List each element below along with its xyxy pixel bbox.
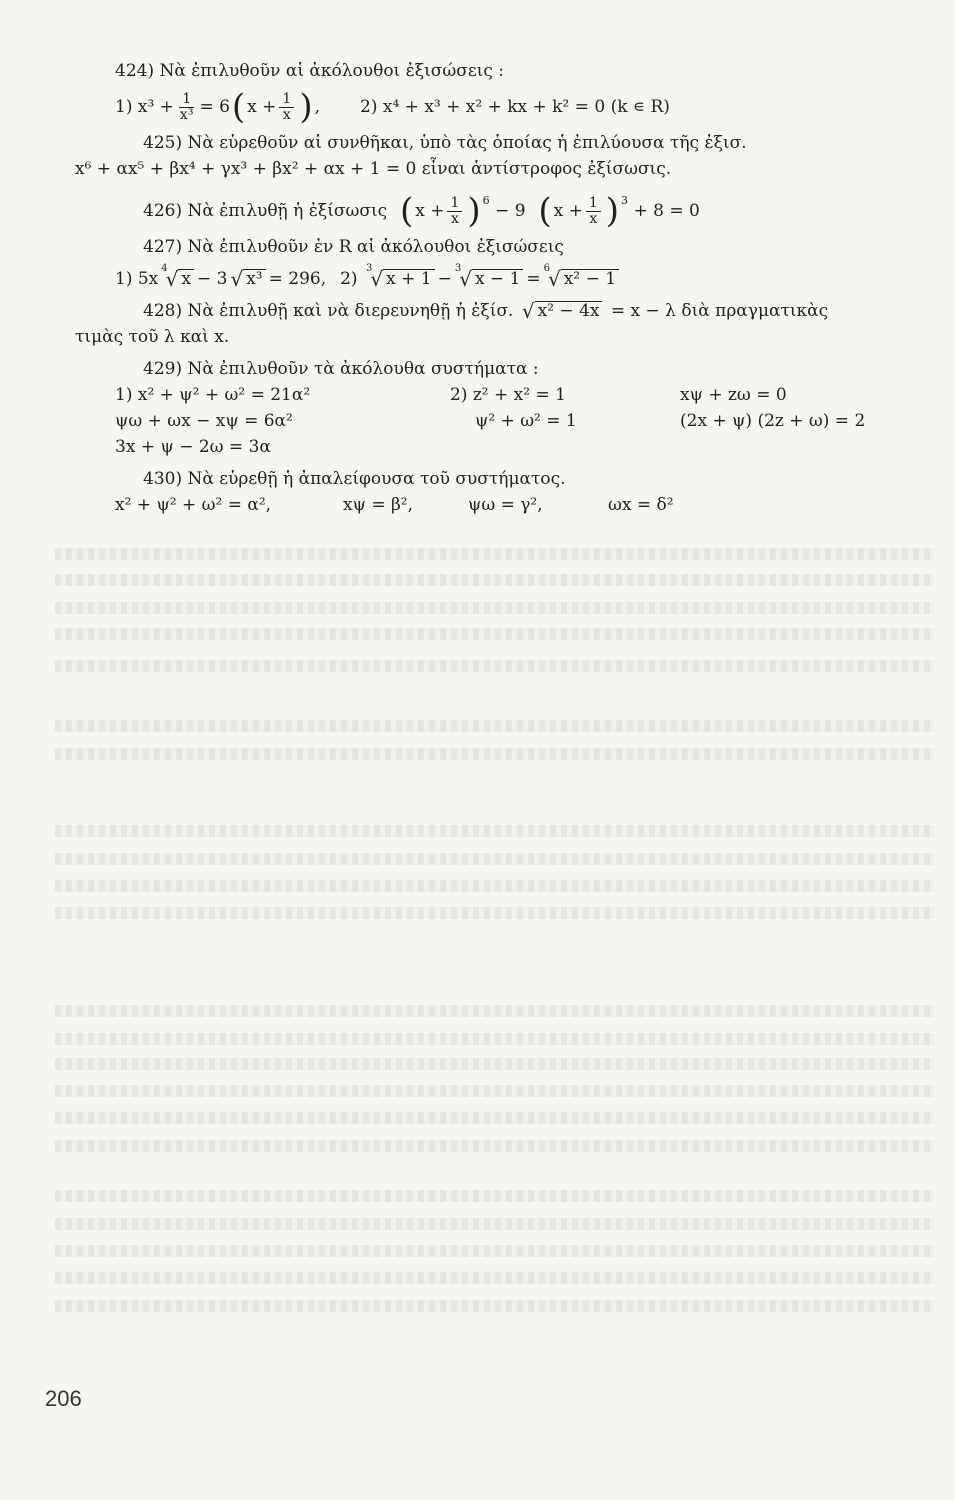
bleed-through-line	[55, 825, 935, 837]
fraction	[586, 196, 601, 226]
eq-term: x³ +	[137, 96, 174, 117]
fraction	[177, 92, 197, 122]
problem-427-equations	[115, 263, 895, 292]
paren-open: (	[399, 191, 414, 231]
problem-428-text-2: τιμὰς τοῦ λ καὶ x.	[75, 326, 230, 347]
radical	[543, 263, 619, 291]
paren-open: (	[538, 191, 552, 231]
problem-424-text: 424) Νὰ ἐπιλυθοῦν αἱ ἀκόλουθοι ἐξισώσεις :	[115, 60, 504, 81]
fraction-num: 1	[179, 92, 194, 108]
system-eq: ψω + ωx − xψ = 6α²	[115, 410, 293, 431]
problem-428	[115, 298, 895, 324]
bleed-through-line	[55, 720, 935, 732]
problem-425-heading	[115, 130, 895, 156]
system-eq: xψ + zω = 0	[680, 384, 787, 405]
bleed-through-line	[55, 1300, 935, 1312]
eq-term: = 296,	[268, 268, 327, 289]
radical-index: 6	[543, 263, 551, 274]
bleed-through-line	[55, 1190, 935, 1202]
radical	[454, 263, 524, 291]
radical-index: 4	[161, 263, 168, 274]
system-row-2	[115, 408, 895, 434]
exponent: 3	[621, 194, 629, 208]
system-eq: ψ² + ω² = 1	[475, 410, 577, 431]
radicand: x³	[243, 269, 265, 289]
radical-sign: √	[230, 267, 244, 291]
problem-429-text: 429) Νὰ ἐπιλυθοῦν τὰ ἀκόλουθα συστήματα :	[143, 358, 539, 379]
system-eq: 3x + ψ − 2ω = 3α	[115, 436, 271, 457]
system-eq: (2x + ψ) (2z + ω) = 2	[680, 410, 866, 431]
bleed-through-line	[55, 853, 935, 865]
system-row-3	[115, 434, 895, 460]
problem-424-heading	[115, 58, 895, 84]
problem-427-text: 427) Νὰ ἐπιλυθοῦν ἐν R αἱ ἀκόλουθοι ἐξισώσεις	[143, 236, 564, 257]
bleed-through-line	[55, 1005, 935, 1017]
fraction-den: x	[282, 106, 291, 123]
bleed-through-line	[55, 574, 935, 586]
bleed-through-line	[55, 628, 935, 640]
radical-sign: √	[548, 267, 561, 291]
paren-open: (	[231, 87, 246, 127]
radicand: x	[178, 269, 194, 289]
bleed-through-line	[55, 1085, 935, 1097]
problem-428-equation: = x − λ διὰ πραγματικὰς	[610, 300, 829, 321]
problem-428-line2	[75, 324, 895, 350]
fraction-num: 1	[586, 196, 601, 212]
system-eq: 1) x² + ψ² + ω² = 21α²	[115, 384, 311, 405]
fraction	[447, 196, 462, 226]
eq-label: 1)	[115, 268, 133, 289]
eq-term: x +	[415, 200, 445, 221]
radical	[365, 263, 435, 291]
problem-426-text: 426) Νὰ ἐπιλυθῇ ἡ ἐξίσωσις	[143, 200, 388, 221]
eq-term: x +	[247, 96, 277, 117]
system-row-1	[115, 382, 895, 408]
radical-sign: √	[370, 267, 384, 291]
radicand: x + 1	[383, 269, 434, 289]
bleed-through-line	[55, 1245, 935, 1257]
system-eq: 2) z² + x² = 1	[450, 384, 566, 405]
eq-label: 1)	[115, 96, 133, 117]
radical-index: 3	[454, 263, 462, 274]
bleed-through-line	[55, 1112, 935, 1124]
eq-term: =	[526, 268, 541, 289]
exponent: 6	[482, 194, 490, 208]
paren-close: )	[605, 191, 620, 231]
eq-term: − 3	[196, 268, 228, 289]
exercise-block	[75, 58, 895, 518]
paren-close: )	[299, 87, 313, 127]
radical-sign: √	[521, 299, 535, 323]
system-eq: ψω = γ²,	[468, 494, 543, 515]
radical	[161, 263, 194, 291]
bleed-through-line	[55, 602, 935, 614]
bleed-through-line	[55, 660, 935, 672]
eq-label: 2)	[360, 96, 378, 117]
problem-430-equations	[115, 492, 895, 518]
bleed-through-line	[55, 1058, 935, 1070]
system-eq: x² + ψ² + ω² = α²,	[115, 494, 272, 515]
fraction-num: 1	[279, 92, 294, 108]
eq-term: ,	[314, 96, 321, 117]
eq-term: 5x	[137, 268, 159, 289]
radicand: x² − 4x	[535, 301, 603, 321]
bleed-through-line	[55, 1272, 935, 1284]
fraction-num: 1	[447, 196, 462, 212]
bleed-through-line	[55, 1218, 935, 1230]
problem-427-heading	[115, 234, 895, 260]
radical-index: 3	[365, 263, 373, 274]
eq-term: = 6	[199, 96, 230, 117]
problem-430-text: 430) Νὰ εὑρεθῇ ἡ ἀπαλείφουσα τοῦ συστήματος.	[143, 468, 566, 489]
fraction-den: x	[589, 210, 598, 227]
fraction	[279, 92, 294, 122]
problem-428-text: 428) Νὰ ἐπιλυθῇ καὶ νὰ διερευνηθῇ ἡ ἐξίσ.	[143, 300, 514, 321]
radical-sign: √	[459, 267, 472, 291]
bleed-through-line	[55, 880, 935, 892]
radicand: x² − 1	[561, 269, 619, 289]
radical	[522, 301, 603, 321]
radicand: x − 1	[472, 269, 523, 289]
bleed-through-line	[55, 548, 935, 560]
eq-label: 2)	[340, 268, 358, 289]
problem-425-line2	[75, 156, 895, 182]
bleed-through-line	[55, 748, 935, 760]
bleed-through-line	[55, 1033, 935, 1045]
fraction-den: x	[450, 210, 459, 227]
problem-426	[115, 191, 895, 231]
problem-429-heading	[115, 356, 895, 382]
radical-sign: √	[165, 267, 179, 291]
bleed-through-line	[55, 907, 935, 919]
problem-430-heading	[115, 466, 895, 492]
problem-424-equations	[115, 87, 895, 127]
radical	[230, 269, 265, 289]
eq-term: − 9	[495, 200, 526, 221]
problem-425-text: 425) Νὰ εὑρεθοῦν αἱ συνθῆκαι, ὑπὸ τὰς ὁποίας ἡ ἐπιλύουσα τῆς ἐξισ.	[143, 132, 747, 153]
paren-close: )	[467, 191, 481, 231]
eq-term: x⁴ + x³ + x² + kx + k² = 0 (k ∊ R)	[382, 96, 670, 117]
page-number: 206	[45, 1386, 82, 1411]
system-eq: xψ = β²,	[343, 494, 414, 515]
eq-term: + 8 = 0	[633, 200, 700, 221]
eq-term: x +	[553, 200, 583, 221]
problem-425-equation: x⁶ + αx⁵ + βx⁴ + γx³ + βx² + αx + 1 = 0 εἶναι ἀντίστροφος ἐξίσωσις.	[75, 158, 672, 179]
system-eq: ωx = δ²	[608, 494, 674, 515]
eq-term: −	[437, 268, 452, 289]
bleed-through-line	[55, 1140, 935, 1152]
fraction-den: x³	[179, 106, 194, 123]
